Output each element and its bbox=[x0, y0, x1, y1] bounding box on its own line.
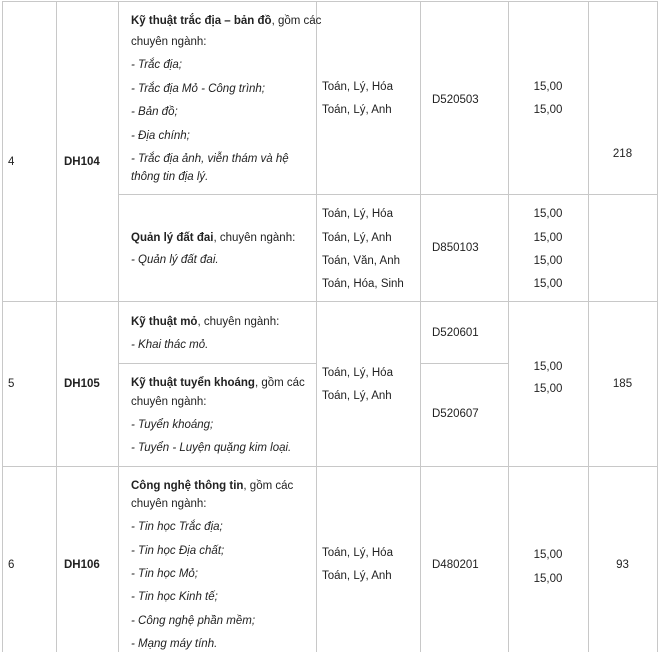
min-score: 15,00 bbox=[533, 549, 563, 561]
min-score: 15,00 bbox=[533, 361, 563, 373]
subject-combo: Toán, Lý, Hóa bbox=[322, 367, 393, 379]
major-title bbox=[131, 479, 293, 493]
min-score: 15,00 bbox=[533, 255, 563, 267]
school-code: DH106 bbox=[64, 559, 100, 571]
quota: 93 bbox=[616, 559, 629, 571]
row-number: 5 bbox=[8, 378, 15, 390]
quota: 185 bbox=[612, 378, 633, 390]
row-number: 6 bbox=[8, 559, 15, 571]
column-border bbox=[56, 1, 57, 652]
major-name: Kỹ thuật tuyển khoáng bbox=[131, 377, 255, 389]
subject-combo: Toán, Lý, Anh bbox=[322, 390, 392, 402]
row-border bbox=[2, 1, 658, 2]
major-code: D520601 bbox=[432, 327, 479, 339]
specialty-item: - Công nghệ phần mềm; bbox=[131, 615, 256, 627]
major-name: Kỹ thuật trắc địa – bản đồ bbox=[131, 15, 272, 27]
column-border bbox=[2, 1, 3, 652]
subject-combo: Toán, Lý, Anh bbox=[322, 232, 392, 244]
major-suffix: , gồm các bbox=[243, 480, 294, 492]
major-name: Kỹ thuật mỏ bbox=[131, 316, 198, 328]
column-border bbox=[657, 1, 658, 652]
major-title bbox=[131, 231, 295, 245]
specialty-item: - Tin học Trắc địa; bbox=[131, 521, 223, 533]
specialty-item: - Tin học Mỏ; bbox=[131, 568, 199, 580]
specialty-item: - Bản đồ; bbox=[131, 106, 178, 118]
min-score: 15,00 bbox=[533, 208, 563, 220]
major-suffix-line: chuyên ngành: bbox=[131, 36, 207, 48]
row-border bbox=[2, 466, 658, 467]
subject-combo: Toán, Lý, Anh bbox=[322, 570, 392, 582]
subject-combo: Toán, Lý, Anh bbox=[322, 104, 392, 116]
major-suffix-line: chuyên ngành: bbox=[131, 498, 207, 510]
major-suffix: , chuyên ngành: bbox=[213, 232, 296, 244]
specialty-item: - Tuyển - Luyện quặng kim loại. bbox=[131, 442, 292, 454]
major-name: Công nghệ thông tin bbox=[131, 480, 244, 492]
major-suffix-line: chuyên ngành: bbox=[131, 396, 207, 408]
specialty-item: - Tin học Kinh tế; bbox=[131, 591, 218, 603]
row-border bbox=[118, 363, 316, 364]
major-suffix: , gồm các bbox=[254, 377, 305, 389]
column-border bbox=[118, 1, 119, 652]
min-score: 15,00 bbox=[533, 232, 563, 244]
specialty-item: - Tin học Địa chất; bbox=[131, 545, 225, 557]
min-score: 15,00 bbox=[533, 278, 563, 290]
specialty-item: - Địa chính; bbox=[131, 130, 190, 142]
quota: 218 bbox=[612, 148, 633, 160]
specialty-item: thông tin địa lý. bbox=[131, 171, 209, 183]
row-border bbox=[118, 194, 508, 195]
specialty-item: - Trắc địa Mỏ - Công trình; bbox=[131, 83, 265, 95]
min-score: 15,00 bbox=[533, 81, 563, 93]
major-suffix: , chuyên ngành: bbox=[197, 316, 280, 328]
subject-combo: Toán, Lý, Hóa bbox=[322, 547, 393, 559]
major-suffix: , gồm các bbox=[271, 15, 322, 27]
specialty-item: - Mạng máy tính. bbox=[131, 638, 218, 650]
major-title bbox=[131, 376, 305, 390]
major-code: D480201 bbox=[432, 559, 479, 571]
min-score: 15,00 bbox=[533, 104, 563, 116]
subject-combo: Toán, Lý, Hóa bbox=[322, 208, 393, 220]
column-border bbox=[588, 1, 589, 652]
specialty-item: - Trắc địa; bbox=[131, 59, 182, 71]
major-title bbox=[131, 14, 321, 28]
school-code: DH105 bbox=[64, 378, 100, 390]
row-border bbox=[420, 363, 508, 364]
subject-combo: Toán, Văn, Anh bbox=[322, 255, 401, 267]
specialty-item: - Trắc địa ảnh, viễn thám và hệ bbox=[131, 153, 289, 165]
column-border bbox=[316, 1, 317, 652]
major-title bbox=[131, 315, 279, 329]
school-code: DH104 bbox=[64, 156, 100, 168]
row-border bbox=[2, 301, 658, 302]
subject-combo: Toán, Hóa, Sinh bbox=[322, 278, 404, 290]
row-number: 4 bbox=[8, 156, 15, 168]
specialty-item: - Quản lý đất đai. bbox=[131, 254, 219, 266]
subject-combo: Toán, Lý, Hóa bbox=[322, 81, 393, 93]
row-border bbox=[508, 194, 658, 195]
min-score: 15,00 bbox=[533, 573, 563, 585]
min-score: 15,00 bbox=[533, 383, 563, 395]
column-border bbox=[420, 1, 421, 652]
major-name: Quản lý đất đai bbox=[131, 232, 214, 244]
specialty-item: - Khai thác mỏ. bbox=[131, 339, 209, 351]
major-code: D520503 bbox=[432, 94, 479, 106]
specialty-item: - Tuyển khoáng; bbox=[131, 419, 214, 431]
major-code: D850103 bbox=[432, 242, 479, 254]
major-code: D520607 bbox=[432, 408, 479, 420]
